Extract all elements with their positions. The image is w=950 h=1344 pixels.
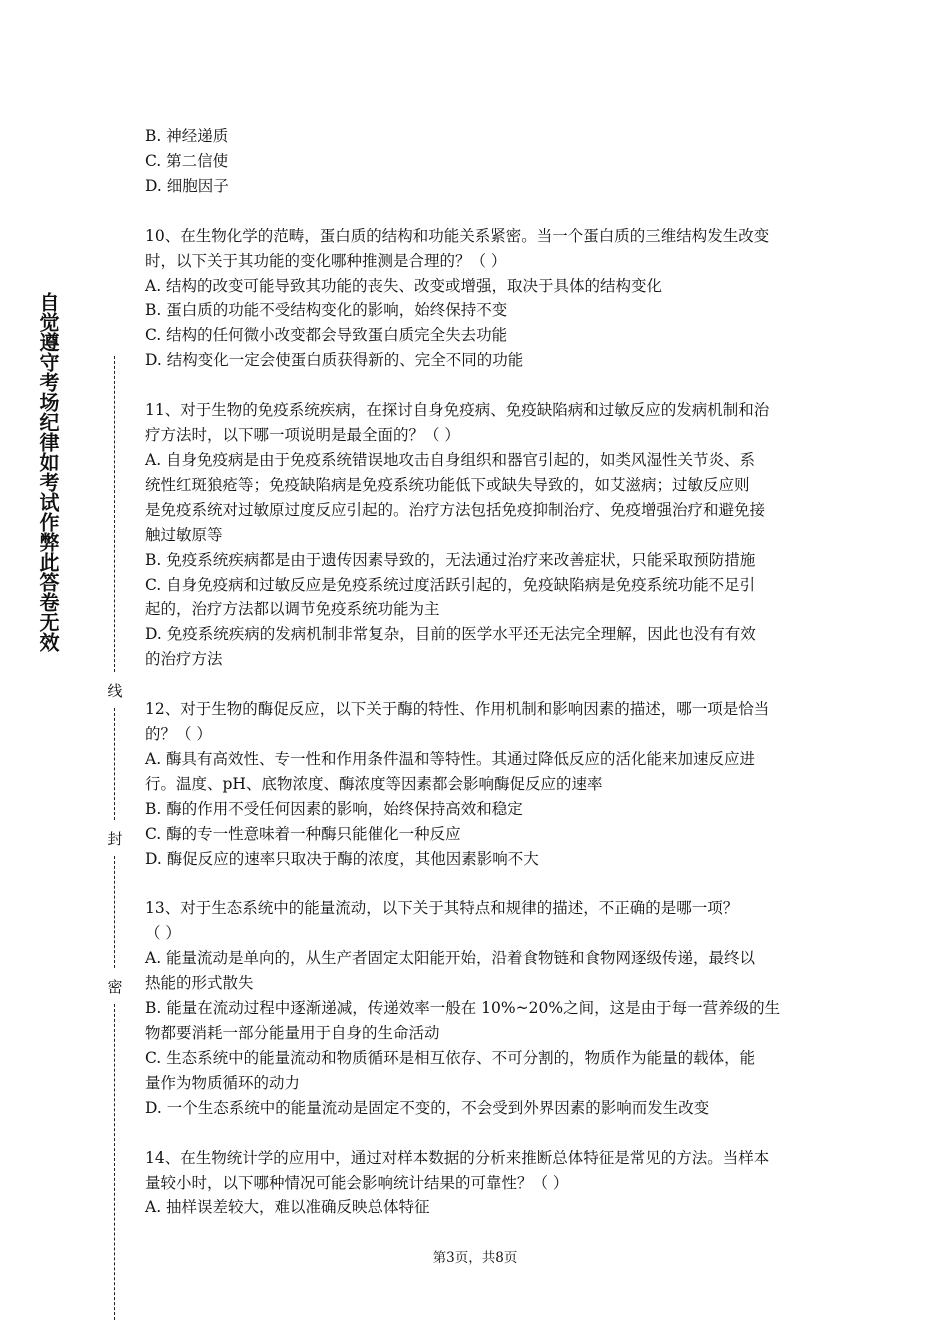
block-gap [145,373,810,398]
block-gap [145,1121,810,1146]
block-gap [145,871,810,896]
question-line: D. 细胞因子 [145,176,229,195]
question-line: B. 能量在流动过程中逐渐递减，传递效率一般在 10%~20%之间，这是由于每一营养级的生 [145,999,781,1018]
question-block [145,398,810,672]
question-line: A. 酶具有高效性、专一性和作用条件温和等特性。其通过降低反应的活化能来加速反应进 [145,749,756,768]
question-line: 12、对于生物的酶促反应，以下关于酶的特性、作用机制和影响因素的描述，哪一项是恰当 [145,700,770,719]
question-line: 10、在生物化学的范畴，蛋白质的结构和功能关系紧密。当一个蛋白质的三维结构发生改变 [145,226,770,245]
question-block [145,896,810,1120]
page-number: 第3页，共8页 [432,1250,518,1266]
binding-line-segment [114,856,115,968]
binding-label-seal: 封 [107,830,123,848]
question-line: 统性红斑狼疮等；免疫缺陷病是免疫系统功能低下或缺失导致的，如艾滋病；过敏反应则 [145,475,750,494]
question-line: A. 结构的改变可能导致其功能的丧失、改变或增强，取决于具体的结构变化 [145,276,663,295]
question-line: 物都要消耗一部分能量用于自身的生命活动 [145,1024,440,1042]
question-line: B. 酶的作用不受任何因素的影响，始终保持高效和稳定 [145,799,523,818]
question-line: D. 一个生态系统中的能量流动是固定不变的，不会受到外界因素的影响而发生改变 [145,1098,710,1117]
binding-line-segment [114,1004,115,1320]
block-gap [145,672,810,697]
question-line: 是免疫系统对过敏原过度反应引起的。治疗方法包括免疫抑制治疗、免疫增强治疗和避免接 [145,500,766,519]
binding-line-segment [114,356,115,672]
question-line: B. 免疫系统疾病都是由于遗传因素导致的，无法通过治疗来改善症状，只能采取预防措施 [145,550,756,569]
question-line: D. 酶促反应的速率只取决于酶的浓度，其他因素影响不大 [145,849,539,868]
exam-discipline-notice: 自觉遵守考场纪律如考试作弊此答卷无效 [36,292,60,652]
question-content [145,124,810,1220]
question-block [145,697,810,871]
question-line: 的治疗方法 [145,650,223,669]
question-block [145,224,810,373]
question-block [145,124,810,199]
question-line: （ ） [145,924,181,943]
question-line: 疗方法时，以下哪一项说明是最全面的？（ ） [145,426,460,445]
question-line: 的？（ ） [145,725,212,744]
question-line: 14、在生物统计学的应用中，通过对样本数据的分析来推断总体特征是常见的方法。当样本 [145,1148,770,1167]
question-line: A. 自身免疫病是由于免疫系统错误地攻击自身组织和器官引起的，如类风湿性关节炎、系 [145,450,756,469]
question-line: C. 自身免疫病和过敏反应是免疫系统过度活跃引起的，免疫缺陷病是免疫系统功能不足引 [145,575,756,594]
question-line: 行。温度、pH、底物浓度、酶浓度等因素都会影响酶促反应的速率 [145,774,603,793]
question-line: A. 抽样误差较大，难以准确反映总体特征 [145,1198,430,1217]
question-line: 11、对于生物的免疫系统疾病，在探讨自身免疫病、免疫缺陷病和过敏反应的发病机制和治 [145,401,770,420]
question-line: 触过敏原等 [145,525,223,544]
question-line: 热能的形式散失 [145,974,254,993]
binding-line-segment [114,708,115,820]
binding-label-secret: 密 [107,978,123,996]
question-line: 13、对于生态系统中的能量流动，以下关于其特点和规律的描述，不正确的是哪一项？ [145,899,739,918]
question-line: C. 酶的专一性意味着一种酶只能催化一种反应 [145,824,461,843]
block-gap [145,199,810,224]
question-line: 时，以下关于其功能的变化哪种推测是合理的？（ ） [145,251,507,270]
question-line: C. 第二信使 [145,151,229,170]
question-line: B. 蛋白质的功能不受结构变化的影响，始终保持不变 [145,301,508,320]
question-line: D. 结构变化一定会使蛋白质获得新的、完全不同的功能 [145,351,524,370]
question-line: D. 免疫系统疾病的发病机制非常复杂，目前的医学水平还无法完全理解，因此也没有有效 [145,625,756,644]
question-line: 量较小时，以下哪种情况可能会影响统计结果的可靠性？（ ） [145,1173,569,1192]
question-line: 量作为物质循环的动力 [145,1073,301,1092]
question-line: C. 生态系统中的能量流动和物质循环是相互依存、不可分割的，物质作为能量的载体，能 [145,1048,756,1067]
question-line: C. 结构的任何微小改变都会导致蛋白质完全失去功能 [145,326,508,345]
question-line: A. 能量流动是单向的，从生产者固定太阳能开始，沿着食物链和食物网逐级传递，最终以 [145,949,756,968]
question-block [145,1146,810,1221]
binding-label-line: 线 [107,682,123,700]
question-line: 起的，治疗方法都以调节免疫系统功能为主 [145,600,440,619]
question-line: B. 神经递质 [145,127,229,145]
